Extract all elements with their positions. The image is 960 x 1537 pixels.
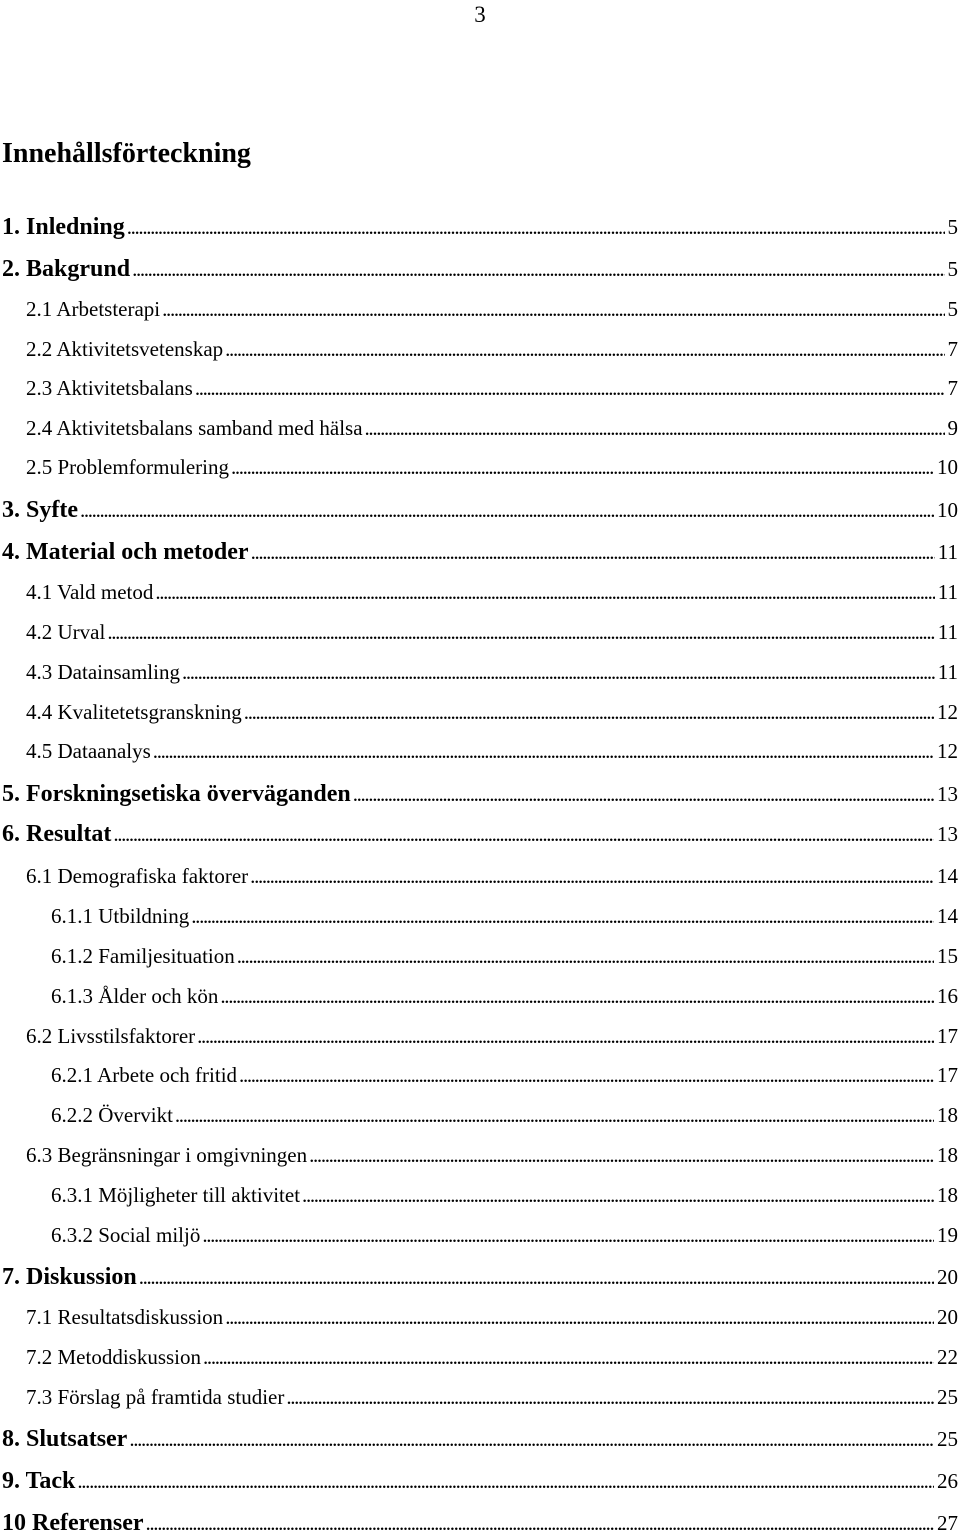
toc-entry-label: 6.1.2 Familjesituation <box>51 944 235 968</box>
toc-entry-page-number: 10 <box>937 455 958 479</box>
toc-entry-label: 4. Material och metoder <box>2 539 249 565</box>
toc-entry-page-number: 14 <box>937 864 958 888</box>
toc-dot-leader <box>286 1383 934 1411</box>
toc-entry-page-number: 14 <box>937 904 958 928</box>
toc-entry[interactable] <box>26 1381 958 1411</box>
toc-entry-label: 7.1 Resultatsdiskussion <box>26 1305 224 1329</box>
toc-dot-leader <box>139 1263 934 1291</box>
toc-dot-leader <box>365 414 945 442</box>
toc-dot-leader <box>231 453 934 481</box>
toc-entry-label: 7.3 Förslag på framtida studier <box>26 1385 285 1409</box>
page-number: 3 <box>474 2 486 27</box>
toc-entry[interactable] <box>2 536 958 566</box>
toc-dot-leader <box>197 1022 934 1050</box>
toc-dot-leader <box>302 1181 934 1209</box>
toc-dot-leader <box>225 1303 934 1331</box>
toc-entry[interactable] <box>51 1059 958 1089</box>
toc-entry-label: 7. Diskussion <box>2 1264 137 1290</box>
toc-entry-page-number: 20 <box>937 1265 958 1289</box>
toc-entry-label: 6.3.1 Möjligheter till aktivitet <box>51 1183 301 1207</box>
toc-entry-label: 5. Forskningsetiska överväganden <box>2 781 351 807</box>
toc-dot-leader <box>77 1467 934 1495</box>
toc-entry-page-number: 16 <box>937 984 958 1008</box>
toc-entry[interactable] <box>26 451 958 481</box>
toc-entry-page-number: 20 <box>937 1305 958 1329</box>
toc-entry-label: 7.2 Metoddiskussion <box>26 1345 202 1369</box>
toc-entry[interactable] <box>26 1139 958 1169</box>
toc-entry[interactable] <box>51 940 958 970</box>
toc-dot-leader <box>175 1101 934 1129</box>
toc-entry-page-number: 5 <box>947 297 958 321</box>
toc-entry[interactable] <box>2 1423 958 1453</box>
toc-entry-page-number: 7 <box>947 337 958 361</box>
toc-entry[interactable] <box>2 253 958 283</box>
toc-entry-page-number: 17 <box>937 1063 958 1087</box>
toc-dot-leader <box>244 698 934 726</box>
toc-entry-label: 10 Referenser <box>2 1510 144 1536</box>
toc-dot-leader <box>191 902 934 930</box>
toc-entry-label: 6.2 Livsstilsfaktorer <box>26 1024 196 1048</box>
toc-entry-label: 6.2.2 Övervikt <box>51 1103 173 1127</box>
toc-entry-label: 6.1.1 Utbildning <box>51 904 190 928</box>
toc-entry[interactable] <box>2 1261 958 1291</box>
toc-dot-leader <box>251 538 935 566</box>
toc-dot-leader <box>153 737 934 765</box>
toc-entry-page-number: 12 <box>937 739 958 763</box>
toc-entry[interactable] <box>26 735 958 765</box>
toc-entry[interactable] <box>26 860 958 890</box>
toc-entry-label: 4.5 Dataanalys <box>26 739 151 763</box>
toc-entry-page-number: 25 <box>937 1427 958 1451</box>
toc-entry-label: 4.4 Kvalitetetsgranskning <box>26 700 242 724</box>
toc-dot-leader <box>182 658 935 686</box>
toc-entry-page-number: 25 <box>937 1385 958 1409</box>
toc-dot-leader <box>237 942 934 970</box>
toc-entry-label: 4.3 Datainsamling <box>26 660 180 684</box>
toc-entry-label: 4.2 Urval <box>26 620 106 644</box>
toc-dot-leader <box>113 820 934 848</box>
toc-entry-label: 2.4 Aktivitetsbalans samband med hälsa <box>26 416 363 440</box>
toc-entry-label: 6.1 Demografiska faktorer <box>26 864 249 888</box>
toc-dot-leader <box>146 1509 935 1537</box>
toc-dot-leader <box>220 982 934 1010</box>
toc-dot-leader <box>195 374 945 402</box>
toc-entry-label: 1. Inledning <box>2 214 125 240</box>
toc-dot-leader <box>353 780 934 808</box>
toc-entry-page-number: 13 <box>937 782 958 806</box>
toc-dot-leader <box>155 578 934 606</box>
toc-entry[interactable] <box>2 1465 958 1495</box>
toc-dot-leader <box>202 1221 934 1249</box>
toc-entry[interactable] <box>2 778 958 808</box>
toc-entry[interactable] <box>51 900 958 930</box>
toc-entry-label: 4.1 Vald metod <box>26 580 154 604</box>
toc-entry-page-number: 19 <box>937 1223 958 1247</box>
toc-entry[interactable] <box>2 818 958 848</box>
toc-entry[interactable] <box>2 1507 958 1537</box>
toc-dot-leader <box>309 1141 934 1169</box>
toc-entry-label: 8. Slutsatser <box>2 1426 128 1452</box>
toc-entry-page-number: 5 <box>947 215 958 239</box>
toc-entry[interactable] <box>26 372 958 402</box>
toc-dot-leader <box>162 295 944 323</box>
toc-entry[interactable] <box>26 1020 958 1050</box>
toc-entry-page-number: 11 <box>937 580 958 604</box>
toc-entry-page-number: 9 <box>947 416 958 440</box>
toc-entry-label: 9. Tack <box>2 1468 76 1494</box>
toc-entry-label: 6.3.2 Social miljö <box>51 1223 201 1247</box>
toc-entry-label: 6. Resultat <box>2 821 112 847</box>
toc-entry-page-number: 13 <box>937 822 958 846</box>
toc-entry-label: 2.3 Aktivitetsbalans <box>26 376 193 400</box>
toc-dot-leader <box>127 213 945 241</box>
toc-entry-label: 2.5 Problemformulering <box>26 455 229 479</box>
toc-entry[interactable] <box>26 1301 958 1331</box>
toc-dot-leader <box>239 1061 934 1089</box>
toc-entry[interactable] <box>26 656 958 686</box>
toc-entry-page-number: 26 <box>937 1469 958 1493</box>
toc-entry-label: 6.1.3 Ålder och kön <box>51 984 219 1008</box>
toc-entry[interactable] <box>51 1099 958 1129</box>
toc-entry-label: 2.1 Arbetsterapi <box>26 297 161 321</box>
toc-dot-leader <box>203 1343 934 1371</box>
toc-entry[interactable] <box>51 1179 958 1209</box>
toc-entry[interactable] <box>26 696 958 726</box>
toc-entry[interactable] <box>51 1219 958 1249</box>
toc-dot-leader <box>80 496 934 524</box>
toc-entry[interactable] <box>2 211 958 241</box>
toc-entry-page-number: 18 <box>937 1143 958 1167</box>
toc-entry-page-number: 12 <box>937 700 958 724</box>
toc-entry-page-number: 22 <box>937 1345 958 1369</box>
toc-dot-leader <box>132 255 944 283</box>
toc-entry-page-number: 15 <box>937 944 958 968</box>
toc-entry-label: 6.2.1 Arbete och fritid <box>51 1063 238 1087</box>
toc-entry[interactable] <box>26 333 958 363</box>
toc-title: Innehållsförteckning <box>2 138 251 169</box>
toc-entry-page-number: 17 <box>937 1024 958 1048</box>
toc-entry[interactable] <box>2 494 958 524</box>
toc-entry-page-number: 11 <box>937 540 958 564</box>
toc-entry[interactable] <box>51 980 958 1010</box>
toc-entry[interactable] <box>26 576 958 606</box>
toc-dot-leader <box>250 862 934 890</box>
toc-entry-label: 3. Syfte <box>2 497 78 523</box>
toc-entry-page-number: 10 <box>937 498 958 522</box>
toc-entry-page-number: 11 <box>937 660 958 684</box>
toc-dot-leader <box>225 335 944 363</box>
toc-entry-label: 2. Bakgrund <box>2 256 131 282</box>
toc-entry-page-number: 7 <box>947 376 958 400</box>
toc-entry[interactable] <box>26 1341 958 1371</box>
toc-entry-label: 6.3 Begränsningar i omgivningen <box>26 1143 308 1167</box>
toc-entry-page-number: 18 <box>937 1183 958 1207</box>
toc-entry[interactable] <box>26 293 958 323</box>
toc-entry[interactable] <box>26 412 958 442</box>
toc-entry[interactable] <box>26 616 958 646</box>
toc-entry-page-number: 5 <box>947 257 958 281</box>
toc-dot-leader <box>107 618 934 646</box>
toc-dot-leader <box>129 1425 934 1453</box>
toc-entry-page-number: 27 <box>937 1511 958 1535</box>
toc-entry-page-number: 11 <box>937 620 958 644</box>
toc-entry-label: 2.2 Aktivitetsvetenskap <box>26 337 224 361</box>
toc-entry-page-number: 18 <box>937 1103 958 1127</box>
